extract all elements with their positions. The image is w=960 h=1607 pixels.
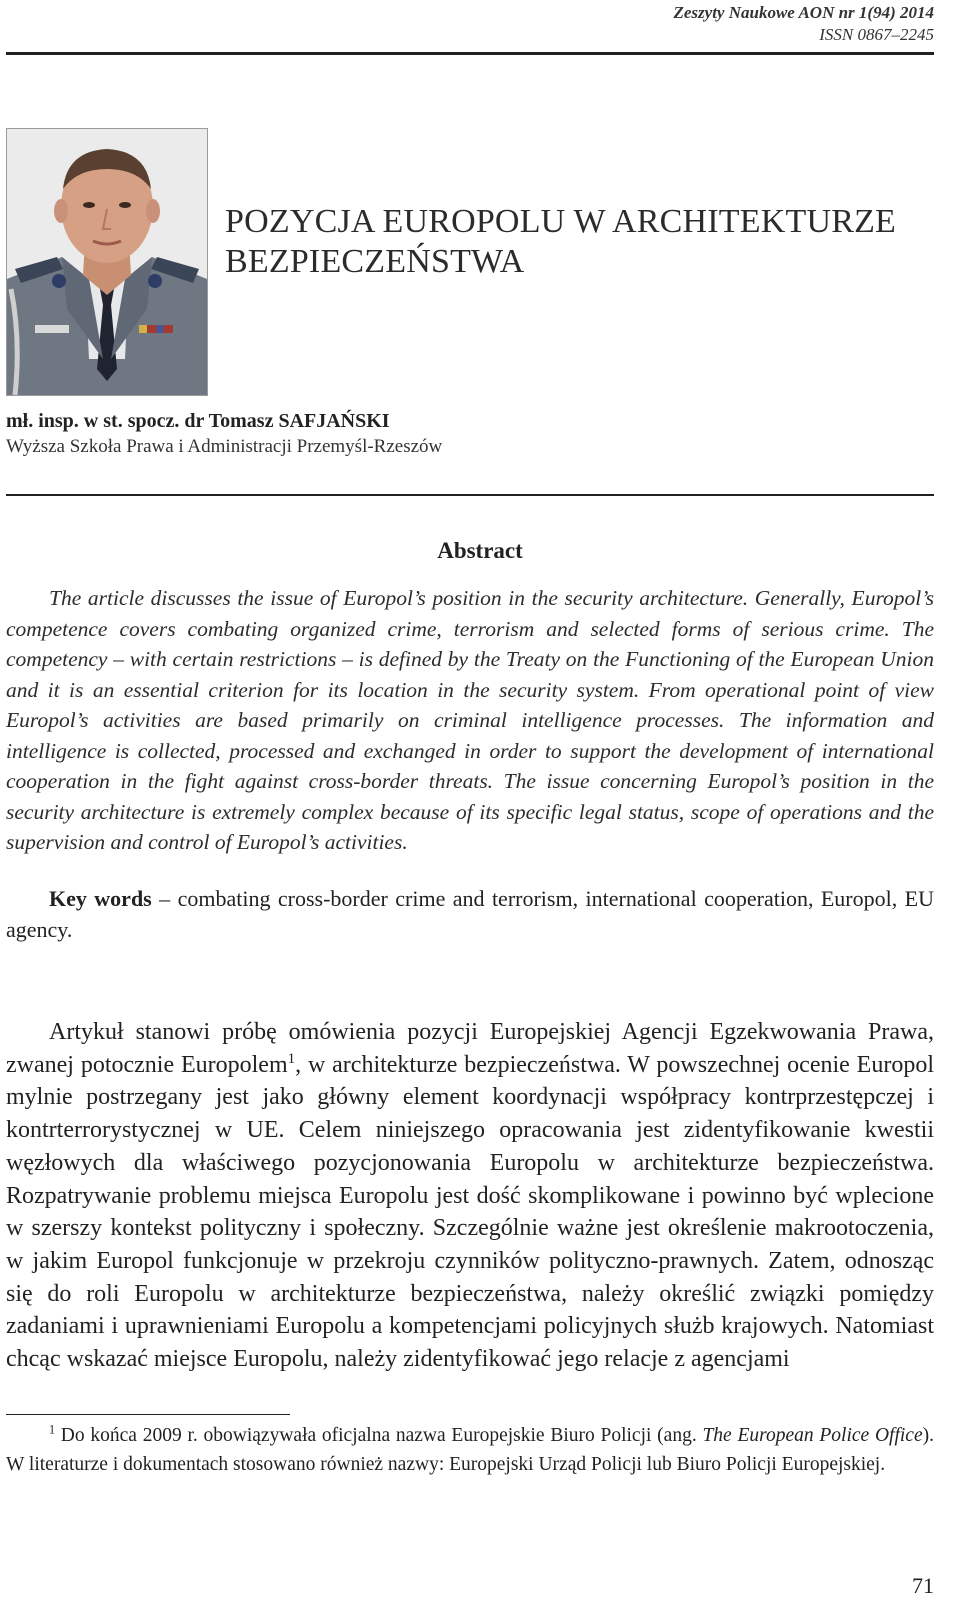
- footnote-italic: The European Police Office: [702, 1425, 923, 1446]
- footnote-number: 1: [49, 1422, 56, 1437]
- abstract-heading: Abstract: [437, 538, 523, 563]
- author-photo: [6, 128, 208, 396]
- keywords-label: Key words: [49, 886, 152, 911]
- footnote-reference[interactable]: 1: [287, 1050, 296, 1067]
- author-portrait-image: [7, 129, 207, 395]
- keywords: [6, 884, 934, 945]
- footnote-text-before: Do końca 2009 r. obowiązywała oficjalna nazwa Europejskie Biuro Policji (ang.: [55, 1425, 703, 1446]
- issn: ISSN 0867–2245: [819, 25, 934, 44]
- footnote-text-after: ). W literaturze i dokumentach stosowano również nazwy: Europejski Urząd Policji lub Biuro Policji Europejskiej.: [6, 1425, 934, 1475]
- keywords-list: – combating cross-border crime and terrorism, international cooperation, Europol, EU agency.: [6, 886, 934, 942]
- body-text-part2: , w architekturze bezpieczeństwa. W powszechnej ocenie Europol mylnie postrzegany jest jako główny element koordynacji współpracy kontrprzestępczej i kontrterrorystycznej w UE. Celem niniejszego opracowania jest zidentyfikowanie kwestii węzłowych dla właściwego pozycjonowania Europolu w architekturze bezpieczeństwa. Rozpatrywanie problemu miejsca Europolu jest dość skomplikowane i powinno być wplecione w szerszy kontekst polityczny i społeczny. Szczególnie ważne jest określenie makrootoczenia, w jakim Europol funkcjonuje w przekroju czynników polityczno-prawnych. Zatem, odnosząc się do roli Europolu w architekturze bezpieczeństwa, należy określić związki pomiędzy zadaniami i uprawnieniami Europolu a kompetencjami policyjnych służb krajowych. Natomiast chcąc wskazać miejsce Europolu, należy zidentyfikować jego relacje z agencjami: [6, 1051, 935, 1373]
- article-title: POZYCJA EUROPOLU W ARCHITEKTURZE BEZPIECZEŃSTWA: [225, 203, 897, 280]
- footnote: [6, 1422, 934, 1479]
- author-name: mł. insp. w st. spocz. dr Tomasz SAFJAŃSKI: [6, 410, 390, 432]
- running-header: [674, 2, 935, 46]
- page-number: 71: [912, 1573, 934, 1598]
- body-text-part1: Artykuł stanowi próbę omówienia pozycji Europejskiej Agencji Egzekwowania Prawa, zwanej potocznie Europolem: [6, 1019, 934, 1078]
- header-rule: [6, 52, 934, 55]
- footnote-rule: [6, 1414, 290, 1415]
- journal-name: Zeszyty Naukowe AON nr 1(94) 2014: [673, 3, 934, 22]
- body-paragraph: [6, 1016, 934, 1376]
- abstract-text: [6, 583, 934, 858]
- author-affiliation: Wyższa Szkoła Prawa i Administracji Przemyśl-Rzeszów: [6, 436, 443, 457]
- abstract-body: The article discusses the issue of Europol’s position in the security architecture. Generally, Europol’s competence covers combating organized crime, terrorism and selected forms of serious crime. The competency – with certain restrictions – is defined by the Treaty on the Functioning of the European Union and it is an essential criterion for its location in the security system. From operational point of view Europol’s activities are based primarily on criminal intelligence processes. The information and intelligence is collected, processed and exchanged in order to support the development of international cooperation in the fight against cross-border threats. The issue concerning Europol’s position in the security architecture is extremely complex because of its specific legal status, scope of operations and the supervision and control of Europol’s activities.: [6, 586, 934, 854]
- section-rule: [6, 494, 934, 496]
